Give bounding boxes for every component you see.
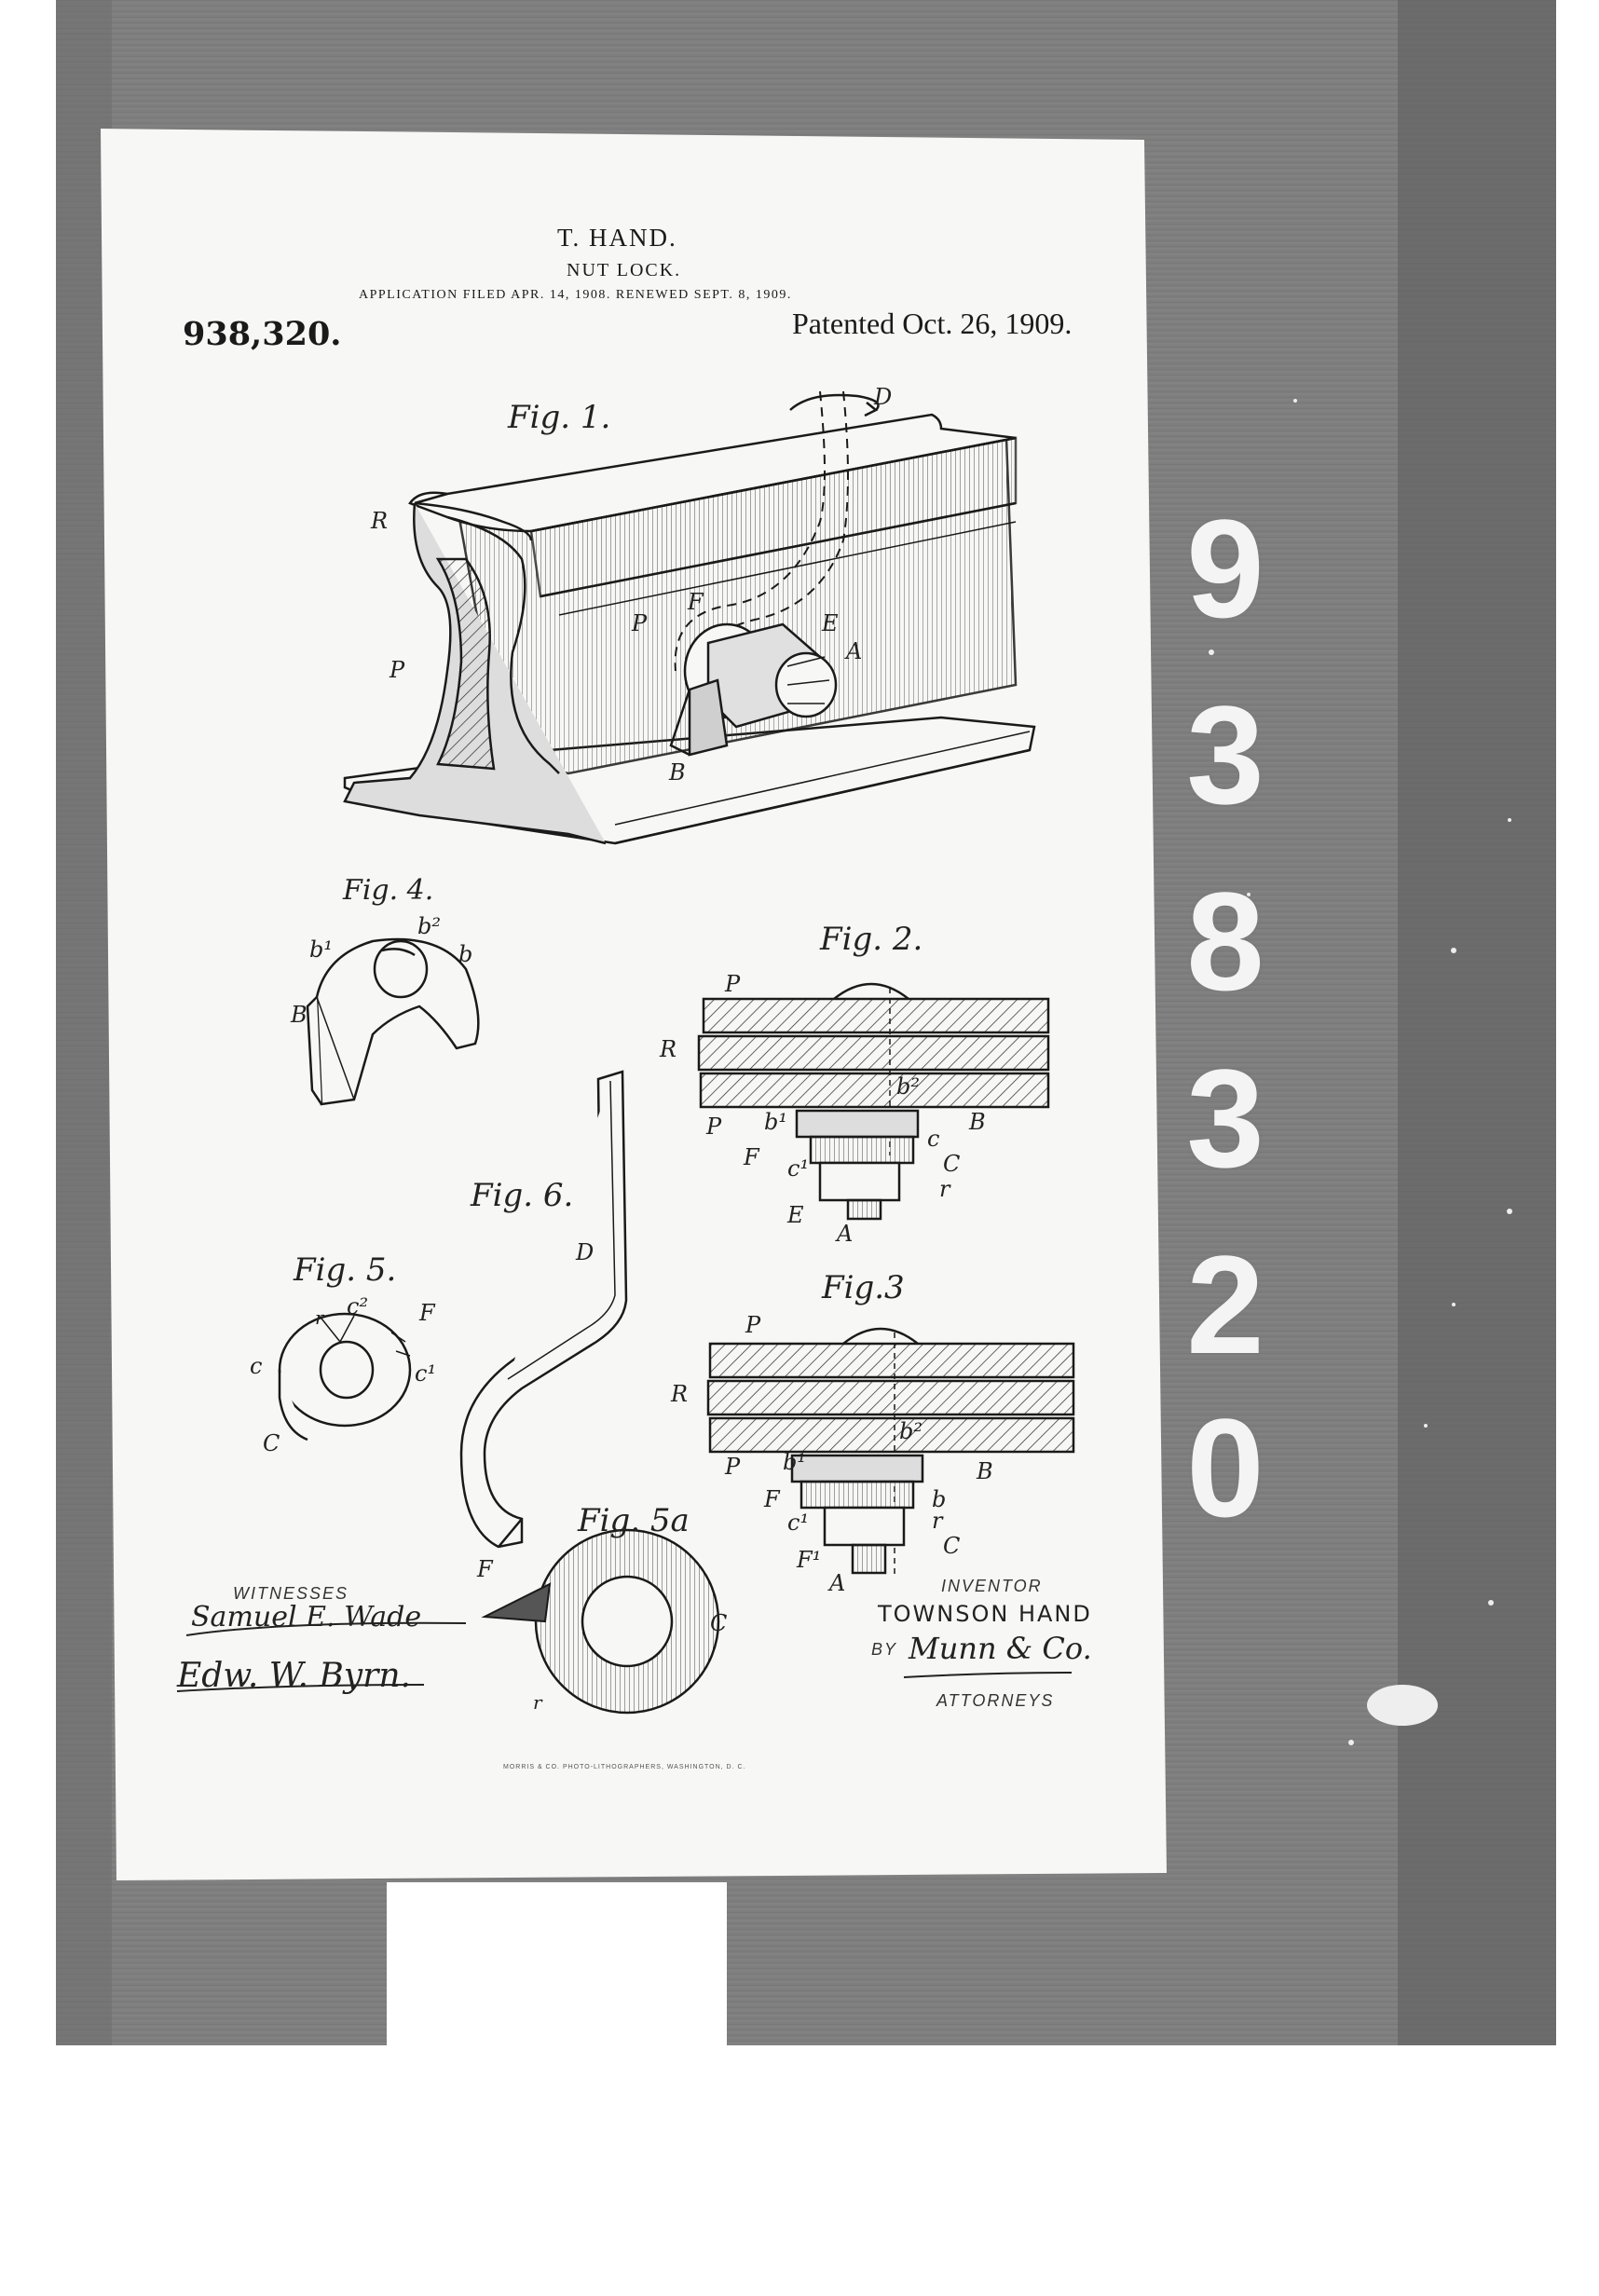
fig1-part-R: R xyxy=(371,508,389,534)
patent-number: 938,320. xyxy=(183,315,342,353)
fig2-part-R: R xyxy=(660,1036,677,1062)
side-digit-5: 2 xyxy=(1186,1226,1264,1383)
fig1-part-F: F xyxy=(688,589,704,615)
fig1-part-A: A xyxy=(846,638,863,664)
side-digit-1: 9 xyxy=(1186,490,1264,647)
by-label: BY xyxy=(871,1640,898,1659)
fig1-part-E: E xyxy=(822,610,839,636)
application-line: APPLICATION FILED APR. 14, 1908. RENEWED SEPT. 8, 1909. xyxy=(359,288,792,302)
fig3-part-R: R xyxy=(671,1381,689,1407)
side-digit-2: 3 xyxy=(1186,676,1264,833)
fig1-part-B: B xyxy=(669,759,686,786)
fig2-part-b1: b¹ xyxy=(764,1109,787,1135)
fig3-part-b2: b² xyxy=(899,1418,922,1444)
witness-signature-1: Samuel E. Wade xyxy=(191,1601,422,1633)
fig5a-part-F: F xyxy=(477,1556,493,1582)
printer-line: MORRIS & CO. PHOTO-LITHOGRAPHERS, WASHINGTON, D. C. xyxy=(503,1764,746,1770)
fig5-part-F: F xyxy=(419,1300,435,1326)
side-digit-4: 3 xyxy=(1186,1040,1264,1196)
invention-title: NUT LOCK. xyxy=(567,260,682,280)
inventor-label: INVENTOR xyxy=(941,1577,1043,1595)
inventor-name-header: T. HAND. xyxy=(557,224,677,252)
fig3-part-b1: b¹ xyxy=(783,1449,806,1475)
fig2-part-B: B xyxy=(969,1109,986,1135)
fig3-part-b: b xyxy=(932,1486,947,1512)
fig3-label: Fig.3 xyxy=(822,1269,905,1306)
fig5a-part-C: C xyxy=(710,1610,728,1636)
fig3-part-c1: c¹ xyxy=(787,1510,810,1536)
fig2-part-P-bot: P xyxy=(706,1114,722,1140)
attorneys-label: ATTORNEYS xyxy=(936,1691,1055,1710)
fig3-part-B: B xyxy=(977,1458,993,1484)
fig5a-label: Fig. 5a xyxy=(578,1502,690,1539)
fig3-part-r: r xyxy=(932,1508,943,1534)
fig4-part-b: b xyxy=(458,941,473,967)
fig2-part-c1: c¹ xyxy=(787,1155,810,1182)
fig1-label: Fig. 1. xyxy=(508,399,611,436)
fig2-part-E: E xyxy=(787,1202,804,1228)
witness-signature-2: Edw. W. Byrn. xyxy=(177,1657,411,1695)
fig2-label: Fig. 2. xyxy=(820,921,923,958)
side-digit-6: 0 xyxy=(1186,1389,1264,1546)
fig3-part-F: F xyxy=(764,1486,780,1512)
fig1-part-P-left: P xyxy=(390,657,405,683)
fig3-part-A: A xyxy=(829,1570,846,1596)
fig5-part-r: r xyxy=(315,1306,324,1329)
fig4-part-B: B xyxy=(291,1002,308,1028)
fig2-part-P-top: P xyxy=(725,971,741,997)
fig2-part-F: F xyxy=(744,1144,759,1170)
inventor-full-name: TOWNSON HAND xyxy=(878,1601,1092,1627)
fig1-part-P-mid: P xyxy=(632,610,648,636)
patent-date: Patented Oct. 26, 1909. xyxy=(792,307,1073,340)
fig5a-part-r: r xyxy=(533,1691,542,1714)
fig3-part-F1: F¹ xyxy=(797,1547,822,1573)
fig3-part-C: C xyxy=(943,1533,961,1559)
fig2-part-r: r xyxy=(939,1176,950,1202)
fig4-part-b2: b² xyxy=(417,913,441,939)
side-digit-3: 8 xyxy=(1186,863,1264,1019)
fig5-label: Fig. 5. xyxy=(294,1251,397,1289)
fig4-label: Fig. 4. xyxy=(343,874,434,907)
fig5-part-c2: c² xyxy=(347,1293,369,1319)
fig1-part-D: D xyxy=(874,384,893,410)
fig3-part-P-top: P xyxy=(745,1312,761,1338)
fig2-part-C: C xyxy=(943,1151,961,1177)
fig2-part-A: A xyxy=(837,1221,854,1247)
fig6-label: Fig. 6. xyxy=(471,1177,574,1214)
fig5-part-c: c xyxy=(250,1353,263,1379)
fig2-part-c: c xyxy=(927,1126,940,1152)
fig5-part-C: C xyxy=(263,1430,280,1456)
fig4-part-b1: b¹ xyxy=(309,936,333,963)
witnesses-label: WITNESSES xyxy=(233,1584,349,1603)
fig3-part-P-bot: P xyxy=(725,1454,741,1480)
attorney-signature: Munn & Co. xyxy=(909,1631,1092,1666)
fig6-part-D: D xyxy=(576,1239,594,1265)
fig2-part-b2: b² xyxy=(896,1073,920,1100)
fig5-part-c1: c¹ xyxy=(415,1360,437,1387)
